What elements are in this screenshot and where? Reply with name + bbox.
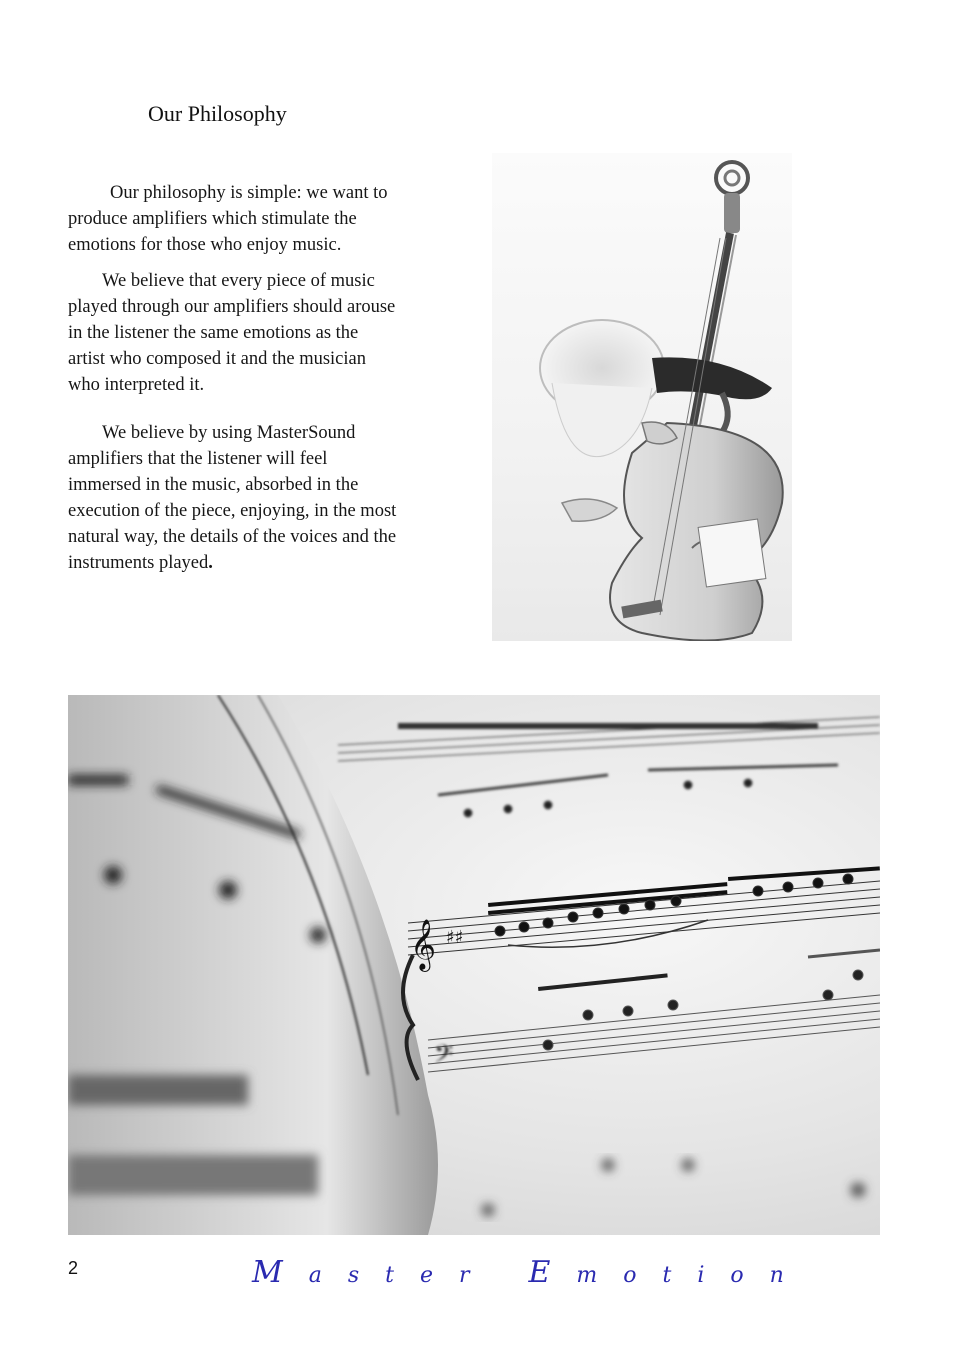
svg-text:𝄢: 𝄢 [434,1040,454,1075]
paragraph-1: Our philosophy is simple: we want to produce amplifiers which stimulate the emotions for those who enjoy music. [68,183,388,255]
svg-text:𝄞: 𝄞 [410,919,437,970]
logo-word1-cap: M [252,1255,309,1290]
paragraph-3-text: We believe by using MasterSound amplifiers that the listener will feel immersed in the music, absorbed in the execution of the piece, enjoying, in the most natural way, the details of the voices and the instruments played [68,423,397,573]
double-bass-illustration [492,153,792,641]
philosophy-text [68,180,398,576]
logo-word2-cap: E [528,1255,577,1290]
paragraph-2: We believe that every piece of music played through our amplifiers should arouse in the listener the same emotions as the artist who composed it and the musician who interpreted it. [68,271,396,395]
page-heading: Our Philosophy [148,101,287,126]
paragraph-3 [68,420,398,576]
double-bass-player-photo [492,153,792,641]
sheet-music-photo [68,695,880,1235]
footer-logo [252,1255,810,1290]
logo-word1-rest: aster [308,1263,496,1288]
sheet-music-illustration [68,695,880,1235]
logo-word2-rest: motion [576,1263,810,1288]
page-number: 2 [68,1258,79,1278]
paragraph-3-period: . [208,553,213,573]
svg-text:♯♯: ♯♯ [446,927,464,948]
